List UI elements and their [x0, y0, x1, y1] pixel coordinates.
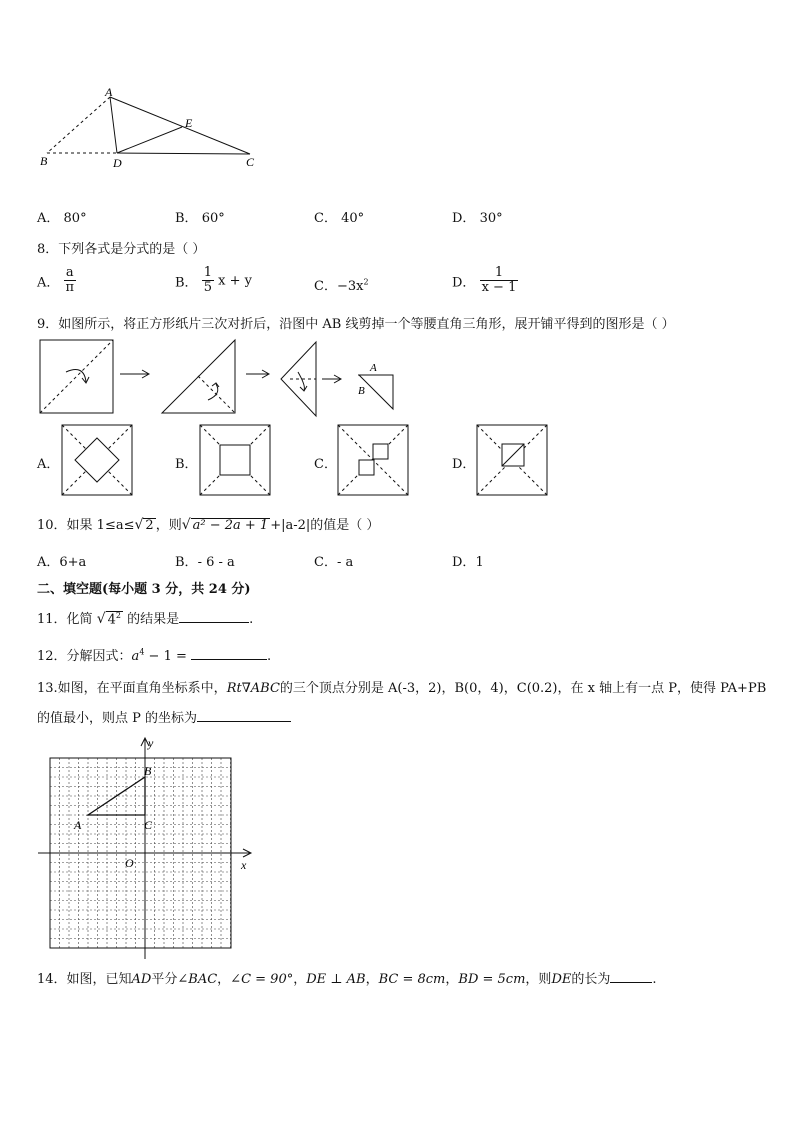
- edge-ad: [110, 97, 117, 153]
- label-d: D: [113, 156, 122, 170]
- q8-option-b: B． $\frac{1}{5}$ x + y: [175, 265, 252, 296]
- q14-answer-blank[interactable]: [610, 982, 652, 983]
- q10-option-b: B．- 6 - a: [175, 555, 235, 570]
- q12-answer-blank[interactable]: [191, 659, 267, 660]
- label-b: B: [40, 154, 48, 168]
- q10-option-c: C．- a: [314, 555, 354, 570]
- label-e: E: [185, 116, 193, 130]
- q13-coordinate-graph: [36, 735, 256, 960]
- q7-option-d: D． 30°: [452, 211, 503, 226]
- q9-option-c-label: C．: [314, 457, 337, 472]
- q8-option-c: C．$-3x^2$: [314, 277, 369, 294]
- q13-line1: 13.如图，在平面直角坐标系中，Rt∇ABC的三个顶点分别是 A(-3，2)，B(0，4)，C(0.2)，在 x 轴上有一点 P，使得 PA+PB: [37, 681, 767, 696]
- q10-option-d: D．1: [452, 555, 484, 570]
- q8-stem: 8．下列各式是分式的是（ ）: [37, 242, 206, 257]
- fold-arrow-icon: [66, 370, 86, 382]
- q7-option-c: C． 40°: [314, 211, 365, 226]
- q8-option-a: A． $\frac{a}{\pi}$: [37, 265, 75, 296]
- section-title: 二、填空题(每小题 3 分，共 24 分): [37, 582, 251, 597]
- q9-option-d-figure: [476, 424, 548, 496]
- triangle-figure: [30, 85, 270, 175]
- q10-stem: 10．如果 1≤a≤√ 2 ，则√ a² − 2a + 1 +|a-2|的值是（ ）: [37, 517, 380, 533]
- q9-option-a-label: A．: [37, 457, 60, 472]
- origin-label: O: [125, 856, 134, 870]
- q13-answer-blank[interactable]: [197, 721, 291, 722]
- q12: 12．分解因式：$a^4 - 1$ = .: [37, 647, 272, 664]
- cut-label-b: B: [358, 385, 365, 397]
- q9-option-a-figure: [61, 424, 133, 496]
- q10-option-a: A．6+a: [37, 555, 87, 570]
- q9-option-b-label: B．: [175, 457, 198, 472]
- q9-folding-sequence: [36, 336, 406, 418]
- q14: 14．如图，已知AD平分∠BAC，∠C = 90°，DE ⊥ AB，BC = 8cm，BD = 5cm，则DE的长为 .: [37, 972, 657, 987]
- q7-option-b: B． 60°: [175, 211, 225, 226]
- cut-label-a: A: [370, 362, 377, 374]
- axis-label-y: y: [148, 736, 154, 750]
- fold-arrow-icon-2: [208, 384, 218, 400]
- q8-option-d: D． $\frac{1}{x - 1}$: [452, 265, 517, 296]
- axis-label-x: x: [241, 858, 247, 872]
- point-label-a: A: [74, 818, 82, 832]
- q9-option-b-figure: [199, 424, 271, 496]
- label-a: A: [105, 85, 113, 99]
- edge-ac: [110, 97, 250, 154]
- q9-stem: 9．如图所示，将正方形纸片三次对折后，沿图中 AB 线剪掉一个等腰直角三角形，展开铺平得到的图形是（ ）: [37, 317, 675, 332]
- edge-dc: [117, 153, 250, 154]
- q9-option-c-figure: [337, 424, 409, 496]
- fold-square: [40, 340, 113, 413]
- edge-ab: [47, 97, 110, 153]
- q7-option-a: A． 80°: [37, 211, 87, 226]
- q11-answer-blank[interactable]: [179, 622, 249, 623]
- fold-arrow-icon-3: [298, 372, 304, 390]
- q9-option-d-label: D．: [452, 457, 476, 472]
- edge-de: [117, 127, 182, 153]
- point-label-c: C: [144, 818, 153, 832]
- point-label-b: B: [144, 764, 152, 778]
- q11: 11．化简 √ $4^2$ 的结果是 .: [37, 610, 254, 627]
- q13-line2: 的值最小，则点 P 的坐标为: [37, 707, 291, 726]
- label-c: C: [246, 155, 255, 169]
